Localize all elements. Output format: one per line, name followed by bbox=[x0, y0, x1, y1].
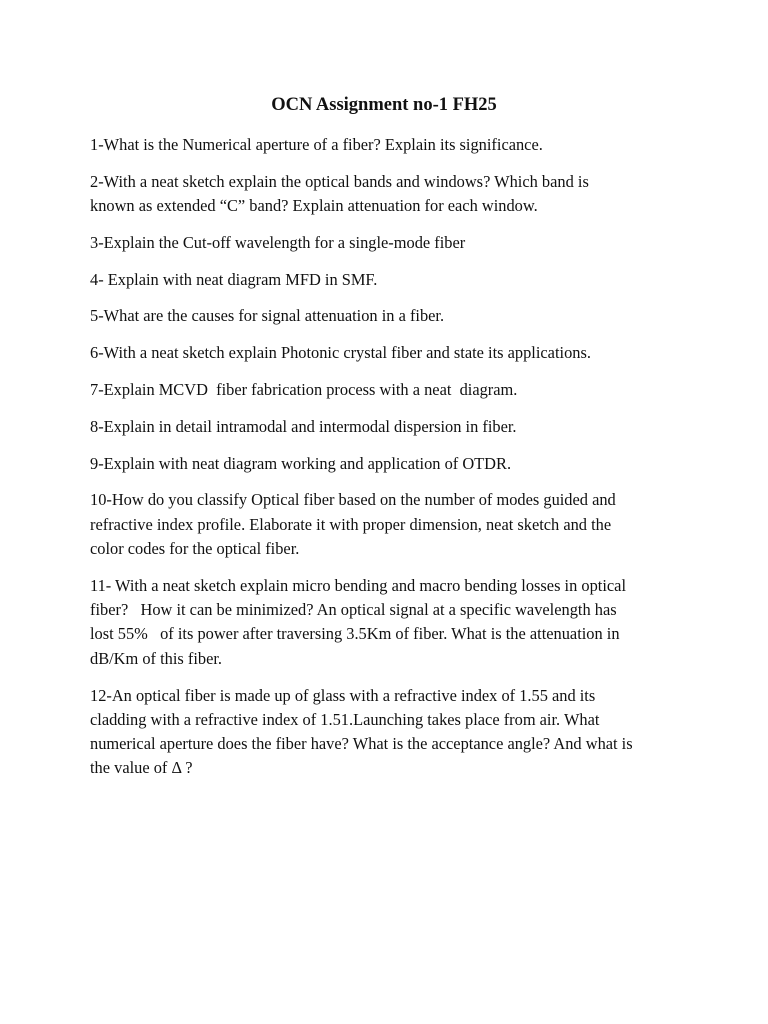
question-item: 9-Explain with neat diagram working and application of OTDR. bbox=[90, 453, 512, 473]
question-item: 5-What are the causes for signal attenuation in a fiber. bbox=[90, 306, 445, 326]
question-item: 3-Explain the Cut-off wavelength for a single-mode fiber bbox=[90, 232, 466, 252]
question-item: 2-With a neat sketch explain the optical bands and windows? Which band is known as extended “C” band? Explain attenuation for each window. bbox=[90, 171, 589, 216]
question-item: 11- With a neat sketch explain micro bending and macro bending losses in optical fiber? How it can be minimized? An optical signal at a specific wavelength has lost 55% of its power after traversing 3.5Km of fiber. What is the attenuation in dB/Km of this fiber. bbox=[90, 575, 626, 668]
question-item: 12-An optical fiber is made up of glass with a refractive index of 1.55 and its cladding with a refractive index of 1.51.Launching takes place from air. What numerical aperture does the fiber have? What is the acceptance angle? And what is the value of Δ ? bbox=[90, 685, 633, 778]
question-item: 10-How do you classify Optical fiber based on the number of modes guided and refractive index profile. Elaborate it with proper dimension, neat sketch and the color codes for the optical fiber. bbox=[90, 490, 616, 559]
question-item: 4- Explain with neat diagram MFD in SMF. bbox=[90, 269, 378, 289]
question-item: 8-Explain in detail intramodal and intermodal dispersion in fiber. bbox=[90, 416, 517, 436]
question-item: 7-Explain MCVD fiber fabrication process with a neat diagram. bbox=[90, 380, 518, 400]
question-item: 6-With a neat sketch explain Photonic crystal fiber and state its applications. bbox=[90, 343, 591, 363]
question-item: 1-What is the Numerical aperture of a fiber? Explain its significance. bbox=[90, 135, 543, 154]
question-list bbox=[90, 133, 690, 793]
document-title: OCN Assignment no-1 FH25 bbox=[271, 95, 497, 115]
